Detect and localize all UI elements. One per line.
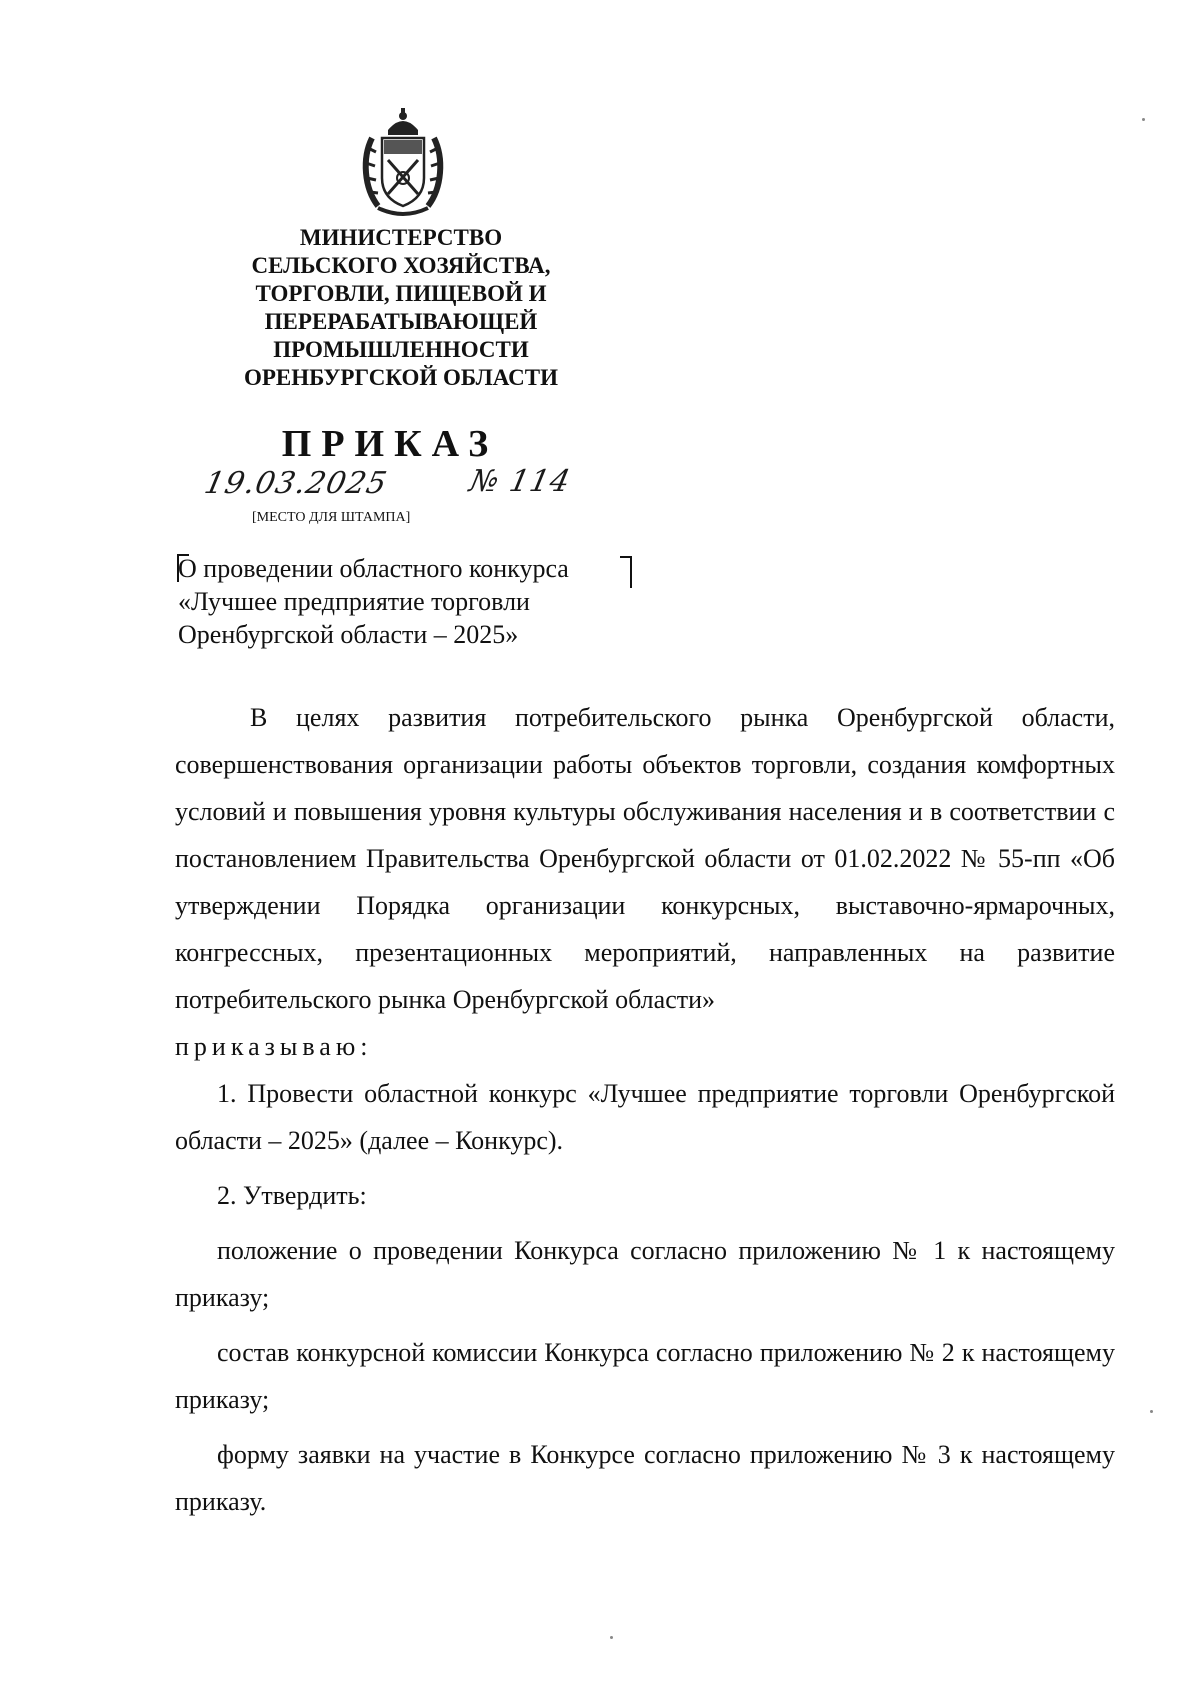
document-type-title: ПРИКАЗ <box>281 423 499 465</box>
item-2-sub-paragraph: положение о проведении Конкурса согласно приложению № 1 к настоящему приказу; <box>175 1236 1115 1312</box>
subject-line: О проведении областного конкурса <box>178 554 569 583</box>
ministry-line: ПЕРЕРАБАТЫВАЮЩЕЙ <box>264 309 538 334</box>
ministry-line: ПРОМЫШЛЕННОСТИ <box>273 337 529 362</box>
order-subject <box>178 552 638 651</box>
ministry-line: СЕЛЬСКОГО ХОЗЯЙСТВА, <box>251 253 551 278</box>
scan-speck <box>1150 1410 1153 1413</box>
ministry-name <box>215 224 587 392</box>
stamp-placeholder: [МЕСТО ДЛЯ ШТАМПА] <box>252 510 411 525</box>
order-number: № 114 <box>466 464 574 499</box>
ministry-line: МИНИСТЕРСТВО <box>299 225 503 250</box>
coat-of-arms-icon <box>358 108 448 220</box>
item-2-sub-paragraph: состав конкурсной комиссии Конкурса согласно приложению № 2 к настоящему приказу; <box>175 1338 1115 1414</box>
subject-line: «Лучшее предприятие торговли <box>178 587 530 616</box>
ministry-line: ТОРГОВЛИ, ПИЩЕВОЙ И <box>255 281 547 306</box>
subject-line: Оренбургской области – 2025» <box>178 620 519 649</box>
item-2-sub-paragraph: форму заявки на участие в Конкурсе согласно приложению № 3 к настоящему приказу. <box>175 1440 1115 1516</box>
order-body <box>175 694 1115 1525</box>
item-2-paragraph: 2. Утвердить: <box>217 1181 367 1210</box>
item-1-paragraph: 1. Провести областной конкурс «Лучшее предприятие торговли Оренбургской области – 2025» (далее – Конкурс). <box>175 1079 1115 1155</box>
scan-speck <box>610 1636 613 1639</box>
order-date: 19.03.2025 <box>201 466 391 501</box>
preamble-paragraph: В целях развития потребительского рынка Оренбургской области, совершенствования организации работы объектов торговли, создания комфортных условий и повышения уровня культуры обслуживания населения и в соответствии с постановлением Правительства Оренбургской области от 01.02.2022 № 55-пп «Об утверждении Порядка организации конкурсных, выставочно-ярмарочных, конгрессных, презентационных мероприятий, направленных на развитие потребительского рынка Оренбургской области» <box>175 703 1115 1014</box>
scan-speck <box>1142 118 1145 121</box>
order-word: приказываю: <box>175 1032 373 1061</box>
ministry-line: ОРЕНБУРГСКОЙ ОБЛАСТИ <box>243 365 559 390</box>
